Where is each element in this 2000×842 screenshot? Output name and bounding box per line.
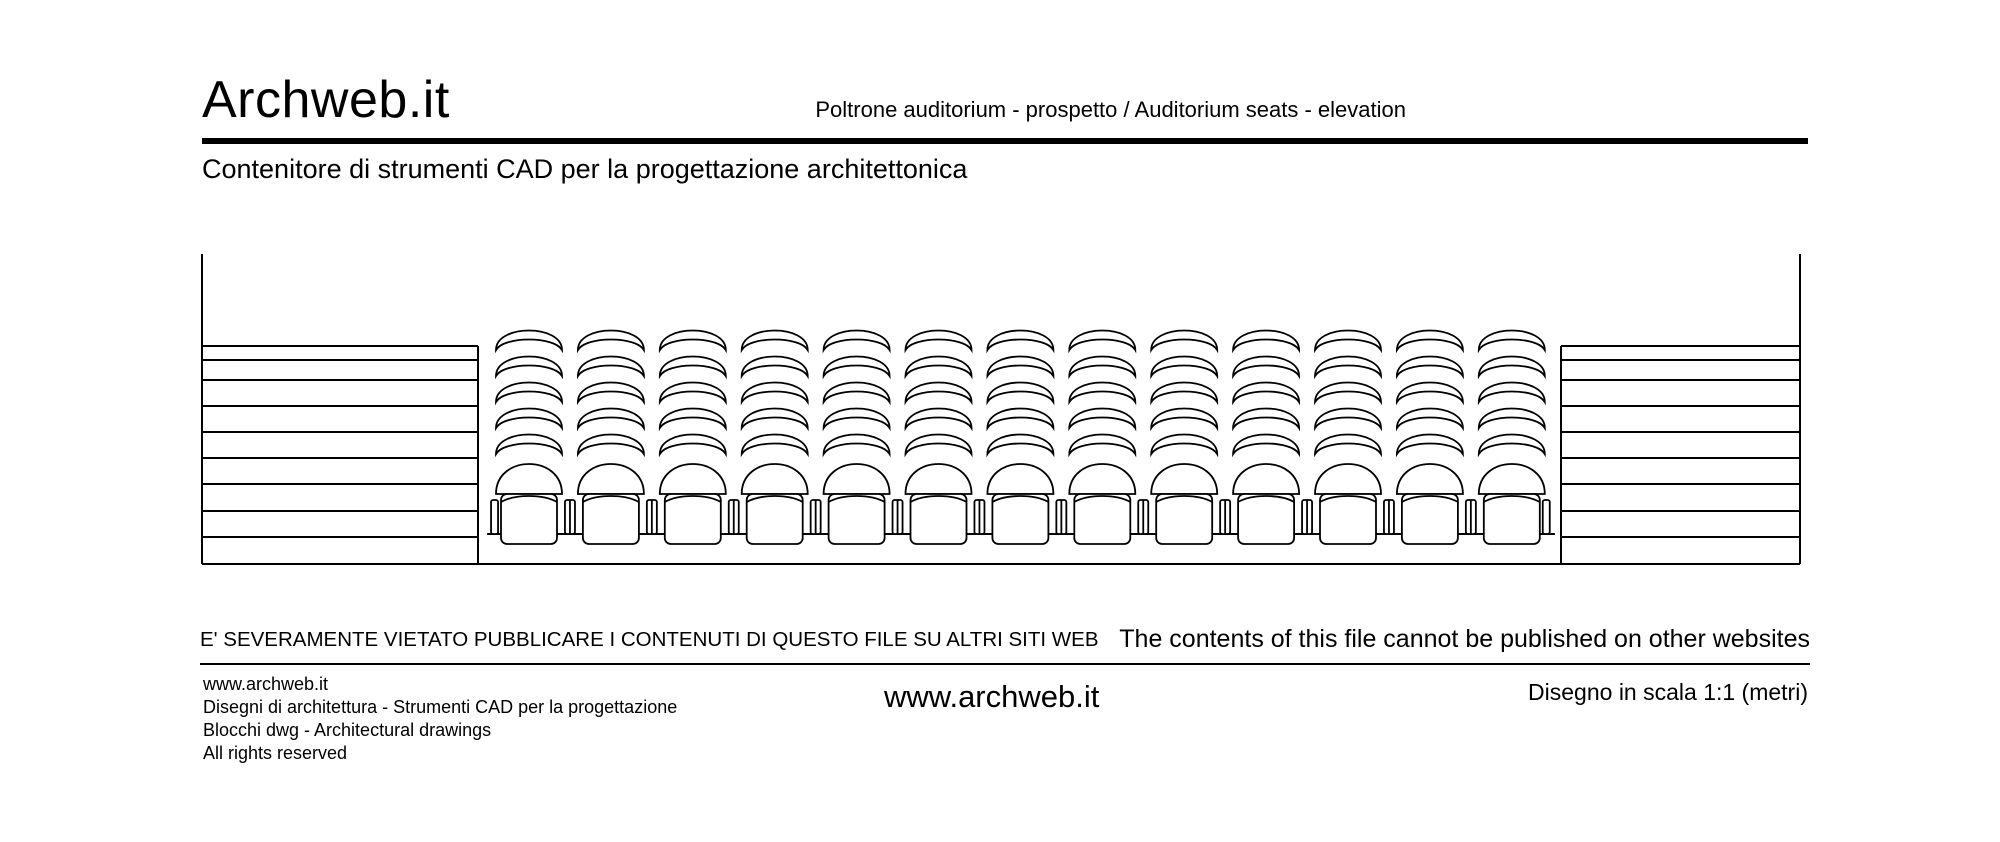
seat-backrest xyxy=(1397,409,1463,429)
seat-backrest xyxy=(660,331,726,351)
seat-backrest xyxy=(987,357,1053,377)
seat-backrest xyxy=(1233,383,1299,403)
seat-backrest xyxy=(660,435,726,455)
site-url: www.archweb.it xyxy=(884,679,1100,714)
seat-backrest xyxy=(1479,383,1545,403)
seat-backrest xyxy=(496,383,562,403)
seat-backrest xyxy=(578,331,644,351)
seat-backrest xyxy=(742,331,808,351)
seat-backrest xyxy=(906,331,972,351)
front-seat-cushion xyxy=(1156,494,1212,544)
seat-backrest xyxy=(742,435,808,455)
seat-backrest xyxy=(1233,331,1299,351)
front-seat-backrest xyxy=(824,464,890,494)
seat-backrest xyxy=(1069,409,1135,429)
seat-backrest xyxy=(742,409,808,429)
seat-backrest xyxy=(1479,409,1545,429)
seat-backrest xyxy=(906,357,972,377)
front-seat-cushion xyxy=(747,494,803,544)
seat-backrest xyxy=(496,331,562,351)
seat-backrest xyxy=(987,383,1053,403)
credits-line-rights: All rights reserved xyxy=(203,743,348,763)
credits-line-blocks: Blocchi dwg - Architectural drawings xyxy=(203,720,492,740)
seat-backrest xyxy=(824,383,890,403)
copyright-warning-english: The contents of this file cannot be published on other websites xyxy=(1119,625,1810,653)
drawing-title: Poltrone auditorium - prospetto / Auditorium seats - elevation xyxy=(815,97,1406,122)
footer-divider xyxy=(200,663,1810,665)
seat-backrest xyxy=(1315,435,1381,455)
front-seat-cushion xyxy=(583,494,639,544)
seat-backrest xyxy=(1069,331,1135,351)
seat-backrest xyxy=(1397,357,1463,377)
seat-backrest xyxy=(1315,383,1381,403)
front-seat-cushion xyxy=(1320,494,1376,544)
seat-backrest xyxy=(742,383,808,403)
front-seat-backrest xyxy=(1315,464,1381,494)
seat-backrest xyxy=(1069,383,1135,403)
seat-backrest xyxy=(1397,383,1463,403)
seat-backrest xyxy=(1479,435,1545,455)
seat-backrest xyxy=(906,383,972,403)
front-seat-cushion xyxy=(1238,494,1294,544)
seat-backrest xyxy=(1397,331,1463,351)
seat-backrest xyxy=(1479,331,1545,351)
seat-backrest xyxy=(496,435,562,455)
seat-backrest xyxy=(496,357,562,377)
seat-backrest xyxy=(1315,409,1381,429)
front-seat-cushion xyxy=(501,494,557,544)
credits-line-site: www.archweb.it xyxy=(203,674,329,694)
front-seat-cushion xyxy=(911,494,967,544)
front-seat-cushion xyxy=(829,494,885,544)
armrest xyxy=(491,500,498,534)
front-seat-backrest xyxy=(660,464,726,494)
seat-backrest xyxy=(1151,331,1217,351)
brand-logo-text: Archweb.it xyxy=(202,71,450,129)
copyright-warning-italian: E' SEVERAMENTE VIETATO PUBBLICARE I CONTENUTI DI QUESTO FILE SU ALTRI SITI WEB xyxy=(200,628,1099,651)
seat-backrest xyxy=(1233,435,1299,455)
seat-backrest xyxy=(1151,357,1217,377)
seat-backrest xyxy=(742,357,808,377)
seat-backrest xyxy=(1069,435,1135,455)
credits-block xyxy=(203,673,677,765)
seat-backrest xyxy=(660,357,726,377)
front-seat-backrest xyxy=(987,464,1053,494)
front-seat-cushion xyxy=(1484,494,1540,544)
front-seat-cushion xyxy=(1402,494,1458,544)
seat-backrest xyxy=(578,409,644,429)
seat-backrest xyxy=(1315,331,1381,351)
front-seat-cushion xyxy=(992,494,1048,544)
seat-backrest xyxy=(660,409,726,429)
front-seat-backrest xyxy=(496,464,562,494)
seat-backrest xyxy=(1069,357,1135,377)
seat-backrest xyxy=(824,331,890,351)
seat-backrest xyxy=(578,383,644,403)
seat-backrest xyxy=(1397,435,1463,455)
seat-backrest xyxy=(1479,357,1545,377)
seat-backrest xyxy=(1151,409,1217,429)
seat-backrest xyxy=(1151,435,1217,455)
front-seat-backrest xyxy=(1069,464,1135,494)
front-seat-cushion xyxy=(665,494,721,544)
seat-backrest xyxy=(1233,409,1299,429)
front-seat-backrest xyxy=(1233,464,1299,494)
armrest xyxy=(1543,500,1550,534)
front-seat-cushion xyxy=(1074,494,1130,544)
tagline: Contenitore di strumenti CAD per la progettazione architettonica xyxy=(202,154,968,184)
seat-backrest xyxy=(987,331,1053,351)
drawing-scale: Disegno in scala 1:1 (metri) xyxy=(1528,679,1808,705)
front-seat-backrest xyxy=(742,464,808,494)
seat-backrest xyxy=(578,435,644,455)
seat-backrest xyxy=(660,383,726,403)
seat-backrest xyxy=(824,409,890,429)
seat-backrest xyxy=(1315,357,1381,377)
seat-backrest xyxy=(578,357,644,377)
seat-grid xyxy=(488,331,1554,545)
seat-backrest xyxy=(987,435,1053,455)
seat-backrest xyxy=(906,435,972,455)
seat-backrest xyxy=(1233,357,1299,377)
seat-backrest xyxy=(987,409,1053,429)
front-seat-backrest xyxy=(1479,464,1545,494)
seat-backrest xyxy=(824,435,890,455)
front-seat-backrest xyxy=(906,464,972,494)
seat-backrest xyxy=(496,409,562,429)
front-seat-backrest xyxy=(1397,464,1463,494)
credits-line-description: Disegni di architettura - Strumenti CAD per la progettazione xyxy=(203,697,678,717)
front-seat-backrest xyxy=(578,464,644,494)
seat-backrest xyxy=(824,357,890,377)
front-seat-backrest xyxy=(1151,464,1217,494)
seat-backrest xyxy=(1151,383,1217,403)
seat-backrest xyxy=(906,409,972,429)
